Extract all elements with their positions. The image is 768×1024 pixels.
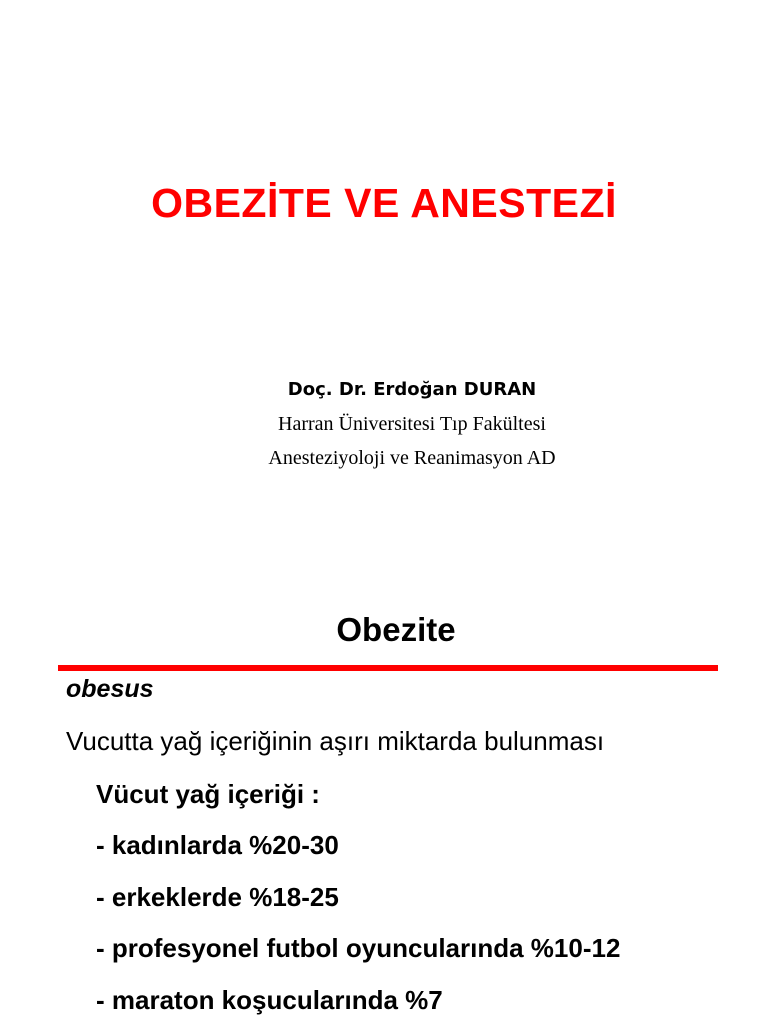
- definition-text: Vucutta yağ içeriğinin aşırı miktarda bulunması: [66, 726, 605, 756]
- presentation-title: OBEZİTE VE ANESTEZİ: [151, 180, 617, 226]
- title-divider: [58, 665, 718, 671]
- list-item: - kadınlarda %20-30: [96, 830, 339, 860]
- author-name: Doç. Dr. Erdoğan DURAN: [287, 379, 537, 400]
- list-item: - profesyonel futbol oyuncularında %10-12: [96, 933, 621, 963]
- latin-term: obesus: [66, 675, 154, 703]
- slide-title: Obezite: [336, 611, 456, 648]
- list-item: - maraton koşucularında %7: [96, 985, 443, 1015]
- author-block: [132, 373, 692, 475]
- list-item: Vücut yağ içeriği :: [96, 779, 320, 809]
- list-item: - erkeklerde %18-25: [96, 882, 339, 912]
- university-name: Harran Üniversitesi Tıp Fakültesi: [278, 413, 546, 435]
- content-slide: [0, 560, 768, 1024]
- department-name: Anesteziyoloji ve Reanimasyon AD: [268, 447, 556, 469]
